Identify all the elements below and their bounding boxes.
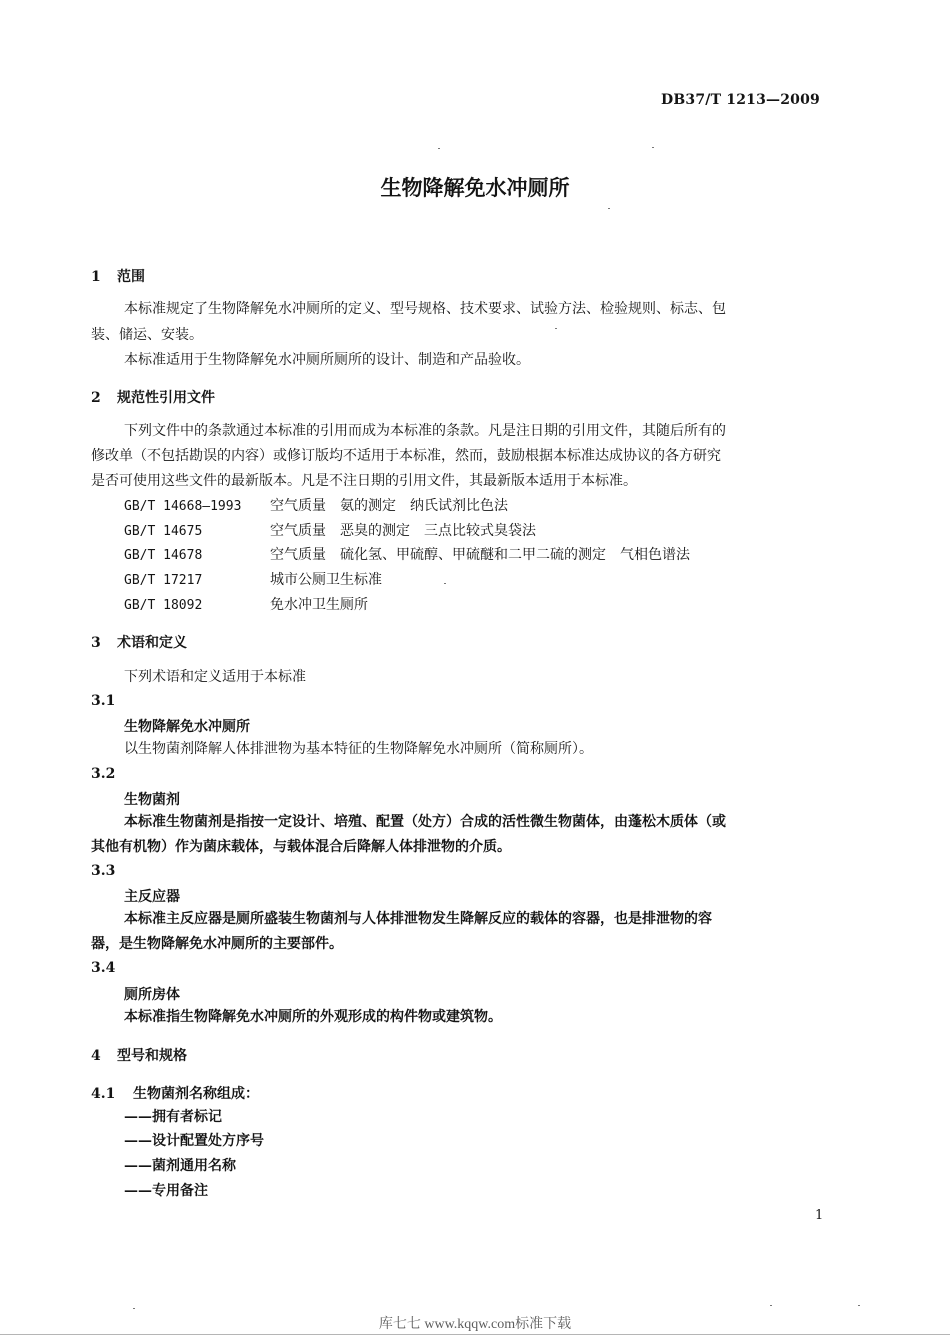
page-number: 1 xyxy=(815,1208,824,1223)
subsection-number: 4.1 xyxy=(91,1086,116,1102)
term-definition: 本标准指生物降解免水冲厕所的外观形成的构件物或建筑物。 xyxy=(124,1009,502,1025)
reference-item xyxy=(124,520,536,540)
reference-title: 免水冲卫生厕所 xyxy=(270,597,368,613)
paragraph-line: 修改单（不包括勘误的内容）或修订版均不适用于本标准，然而，鼓励根据本标准达成协议的各方研究 xyxy=(91,448,721,464)
reference-item xyxy=(124,544,690,564)
standard-number: DB37/T 1213—2009 xyxy=(661,92,820,108)
scan-speck xyxy=(555,328,557,329)
document-title: 生物降解免水冲厕所 xyxy=(380,175,570,200)
scan-speck xyxy=(133,1308,135,1309)
term-name: 主反应器 xyxy=(124,889,180,905)
section-title: 范围 xyxy=(117,269,145,285)
list-item: ——专用备注 xyxy=(124,1183,208,1199)
section-title: 术语和定义 xyxy=(117,635,187,651)
term-number: 3.4 xyxy=(91,960,116,976)
section-number: 3 xyxy=(91,635,101,651)
reference-title: 城市公厕卫生标准 xyxy=(270,572,382,588)
term-name: 厕所房体 xyxy=(124,987,180,1003)
subsection-heading xyxy=(91,1083,259,1103)
scan-speck xyxy=(770,1305,772,1306)
paragraph-line: 本标准适用于生物降解免水冲厕所厕所的设计、制造和产品验收。 xyxy=(124,352,530,368)
term-definition: 其他有机物）作为菌床载体，与载体混合后降解人体排泄物的介质。 xyxy=(91,839,511,855)
scan-speck xyxy=(652,147,654,148)
reference-item xyxy=(124,495,508,515)
paragraph-line: 本标准规定了生物降解免水冲厕所的定义、型号规格、技术要求、试验方法、检验规则、标志、包 xyxy=(124,301,726,317)
paragraph-line: 装、储运、安装。 xyxy=(91,327,203,343)
term-number: 3.2 xyxy=(91,766,116,782)
reference-title: 空气质量 硫化氢、甲硫醇、甲硫醚和二甲二硫的测定 气相色谱法 xyxy=(270,547,690,563)
scan-speck xyxy=(438,148,440,149)
scan-speck xyxy=(858,1305,860,1306)
term-number: 3.3 xyxy=(91,863,116,879)
footer-divider xyxy=(0,1334,950,1335)
term-definition: 本标准生物菌剂是指按一定设计、培殖、配置（处方）合成的活性微生物菌体，由蓬松木质体（或 xyxy=(124,814,726,830)
list-item: ——设计配置处方序号 xyxy=(124,1133,264,1149)
paragraph-line: 是否可使用这些文件的最新版本。凡是不注日期的引用文件，其最新版本适用于本标准。 xyxy=(91,473,637,489)
footer-watermark: 库七七 www.kqqw.com标准下载 xyxy=(378,1317,572,1332)
paragraph-line: 下列术语和定义适用于本标准 xyxy=(124,669,306,685)
list-item: ——菌剂通用名称 xyxy=(124,1158,236,1174)
section-1-heading xyxy=(91,266,145,286)
section-number: 2 xyxy=(91,390,101,406)
section-title: 型号和规格 xyxy=(117,1048,187,1064)
reference-title: 空气质量 氨的测定 纳氏试剂比色法 xyxy=(270,498,508,514)
scan-speck xyxy=(444,583,446,584)
scan-speck xyxy=(608,208,610,209)
section-title: 规范性引用文件 xyxy=(117,390,215,406)
section-4-heading xyxy=(91,1045,187,1065)
reference-code: GB/T 18092 xyxy=(124,598,203,613)
reference-code: GB/T 14668—1993 xyxy=(124,499,242,514)
term-number: 3.1 xyxy=(91,693,116,709)
reference-item xyxy=(124,594,368,614)
term-name: 生物菌剂 xyxy=(124,792,180,808)
reference-item xyxy=(124,569,382,589)
paragraph-line: 下列文件中的条款通过本标准的引用而成为本标准的条款。凡是注日期的引用文件，其随后所有的 xyxy=(124,423,726,439)
section-number: 1 xyxy=(91,269,101,285)
reference-code: GB/T 14678 xyxy=(124,548,203,563)
list-item: ——拥有者标记 xyxy=(124,1109,222,1125)
term-definition: 器，是生物降解免水冲厕所的主要部件。 xyxy=(91,936,343,952)
reference-code: GB/T 14675 xyxy=(124,524,203,539)
section-number: 4 xyxy=(91,1048,101,1064)
reference-code: GB/T 17217 xyxy=(124,573,203,588)
section-3-heading xyxy=(91,632,187,652)
term-name: 生物降解免水冲厕所 xyxy=(124,719,250,735)
section-2-heading xyxy=(91,387,215,407)
term-definition: 本标准主反应器是厕所盛装生物菌剂与人体排泄物发生降解反应的载体的容器，也是排泄物的容 xyxy=(124,911,712,927)
reference-title: 空气质量 恶臭的测定 三点比较式臭袋法 xyxy=(270,523,536,539)
term-definition: 以生物菌剂降解人体排泄物为基本特征的生物降解免水冲厕所（简称厕所）。 xyxy=(124,741,593,757)
subsection-title: 生物菌剂名称组成： xyxy=(133,1086,259,1102)
